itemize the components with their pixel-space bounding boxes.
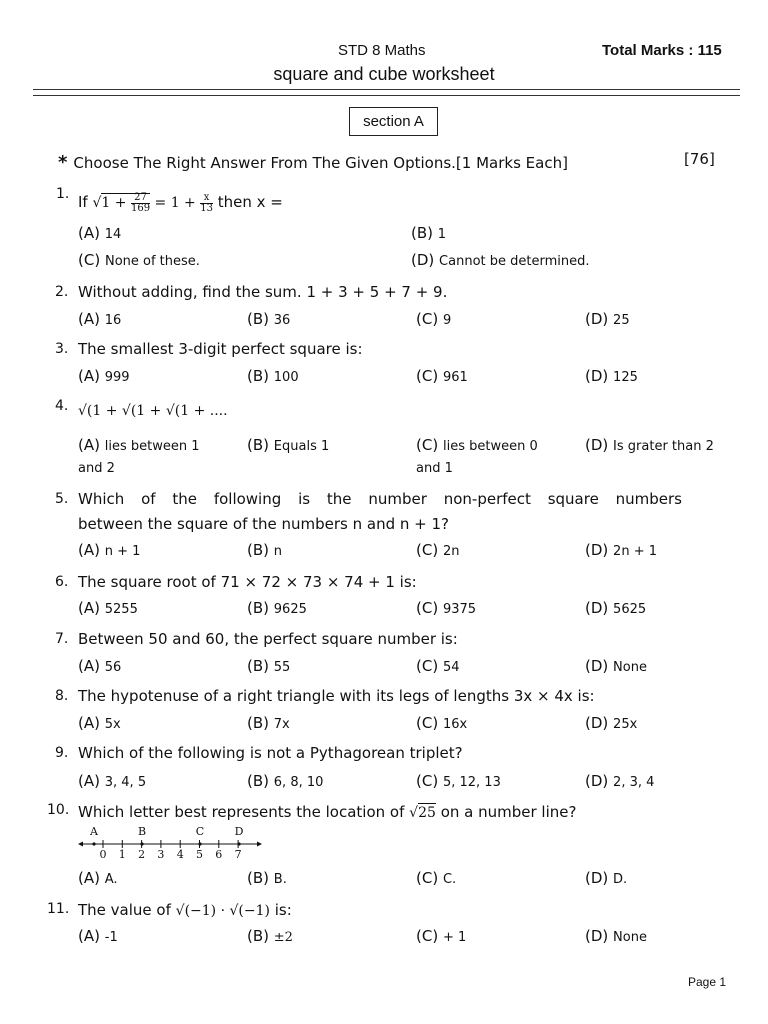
option-value: 2n <box>442 544 460 559</box>
option-label: (D) <box>585 714 609 732</box>
instruction-total: [76] <box>684 150 715 168</box>
option-value: 9 <box>442 313 452 328</box>
option-label: (A) <box>78 310 100 328</box>
option-value: Is grater than 2 <box>613 439 714 454</box>
instruction-text: Choose The Right Answer From The Given Options.[1 Marks Each] <box>73 154 568 172</box>
option-value: 16x <box>442 717 468 732</box>
option-label: (D) <box>585 541 609 559</box>
option-label: (A) <box>78 541 100 559</box>
q10-pre: Which letter best represents the location of <box>78 803 405 821</box>
option-value: 25 <box>613 313 630 328</box>
option-value: 14 <box>104 227 122 242</box>
option-label: (C) <box>416 657 439 675</box>
number-line-tick-label: 0 <box>99 848 107 860</box>
option-d <box>585 310 630 328</box>
option-value: None <box>613 930 647 945</box>
question-number: 2. <box>55 284 69 300</box>
number-line-tick-label: 6 <box>215 848 223 860</box>
subject-label: STD 8 Maths <box>338 42 426 59</box>
option-label: (D) <box>585 599 609 617</box>
option-a-continued: and 2 <box>78 461 115 476</box>
option-value: 25x <box>613 717 638 732</box>
option-label: (D) <box>585 657 609 675</box>
q1-frac-num: 27 <box>131 193 150 204</box>
option-b <box>247 927 293 945</box>
option-label: (C) <box>416 599 439 617</box>
option-value: ±2 <box>273 930 293 945</box>
option-label: (C) <box>416 927 439 945</box>
option-b <box>247 367 299 385</box>
option-b <box>247 772 323 790</box>
option-label: (A) <box>78 599 100 617</box>
option-c <box>416 657 460 675</box>
worksheet-title: square and cube worksheet <box>273 64 495 84</box>
q11-math: √(−1) · √(−1) <box>175 903 270 919</box>
option-label: (B) <box>411 224 433 242</box>
option-value: 54 <box>442 660 460 675</box>
option-a <box>78 927 118 945</box>
q10-sqrt: √25 <box>409 805 436 821</box>
option-d <box>585 599 646 617</box>
option-a <box>78 436 200 454</box>
option-label: (A) <box>78 436 100 454</box>
option-value: 9375 <box>442 602 477 617</box>
option-label: (A) <box>78 714 100 732</box>
option-label: (B) <box>247 772 269 790</box>
number-line-tick-label: 3 <box>157 848 165 860</box>
q11-post: is: <box>274 901 292 919</box>
option-label: (D) <box>585 869 609 887</box>
option-value: 125 <box>613 370 638 385</box>
left-arrow-icon <box>78 842 83 847</box>
number-line-letter: D <box>234 825 244 838</box>
option-value: 2, 3, 4 <box>613 775 655 790</box>
option-label: (A) <box>78 224 100 242</box>
option-value: 7x <box>273 717 290 732</box>
option-a <box>78 714 121 732</box>
question-number: 11. <box>47 901 70 917</box>
q1-fraction-x <box>200 193 213 214</box>
header-rule-top <box>33 89 740 90</box>
section-label <box>349 107 438 136</box>
option-d <box>585 541 657 559</box>
option-c <box>416 310 451 328</box>
q1-math: √1 + $\frac{27}{169}$ = 1 + $\frac{x}{13}$ <box>92 191 213 214</box>
option-d <box>585 367 638 385</box>
option-label: (B) <box>247 599 269 617</box>
option-value: D. <box>613 872 628 887</box>
question-text <box>78 898 292 924</box>
number-line-tick-label: 2 <box>138 848 146 860</box>
option-a <box>78 869 118 887</box>
option-value: None of these. <box>104 254 200 269</box>
option-value: 9625 <box>273 602 307 617</box>
option-a <box>78 367 130 385</box>
option-label: (A) <box>78 657 100 675</box>
option-value: 55 <box>273 660 291 675</box>
option-a <box>78 657 121 675</box>
option-b <box>247 310 290 328</box>
q1-xfrac-num: x <box>200 193 213 204</box>
option-value: B. <box>273 872 287 887</box>
option-label: (B) <box>247 367 269 385</box>
option-value: 5625 <box>613 602 647 617</box>
option-a <box>78 772 146 790</box>
q1-fraction <box>131 193 150 214</box>
q1-frac-den: 169 <box>130 202 151 214</box>
option-value: 1 <box>437 227 447 242</box>
option-label: (C) <box>416 310 439 328</box>
total-marks: Total Marks : 115 <box>602 42 722 59</box>
option-value: 36 <box>273 313 291 328</box>
option-label: (B) <box>247 541 269 559</box>
option-b <box>247 657 290 675</box>
question-text: Without adding, find the sum. 1 + 3 + 5 + 7 + 9. <box>78 283 448 301</box>
option-value: 56 <box>104 660 122 675</box>
option-value: 6, 8, 10 <box>273 775 324 790</box>
option-a <box>78 599 138 617</box>
option-c <box>416 927 466 945</box>
question-text: Which of the following is not a Pythagorean triplet? <box>78 744 463 762</box>
option-value: 3, 4, 5 <box>104 775 147 790</box>
option-value: 5, 12, 13 <box>442 775 501 790</box>
q10-post: on a number line? <box>440 803 577 821</box>
option-label: (A) <box>78 772 100 790</box>
option-value: 100 <box>273 370 299 385</box>
option-value: n + 1 <box>104 544 141 559</box>
number-line-tick-label: 5 <box>196 848 203 860</box>
point-a <box>92 842 95 845</box>
option-b <box>247 541 282 559</box>
number-line-letter: C <box>195 825 205 838</box>
question-text <box>78 190 283 216</box>
instruction-star: * <box>58 152 68 173</box>
option-value: lies between 0 <box>442 439 538 454</box>
option-c <box>416 541 459 559</box>
question-number: 9. <box>55 745 69 761</box>
question-text: The hypotenuse of a right triangle with its legs of lengths 3x × 4x is: <box>78 687 595 705</box>
section-text: section A <box>363 113 424 130</box>
option-a <box>78 310 121 328</box>
question-number: 1. <box>56 186 70 202</box>
header-rule-bottom <box>33 95 740 96</box>
option-b <box>411 224 446 242</box>
option-c <box>416 714 467 732</box>
question-text-line2: between the square of the numbers n and n + 1? <box>78 515 450 533</box>
option-label: (B) <box>247 657 269 675</box>
option-label: (B) <box>247 310 269 328</box>
number-line <box>76 822 266 860</box>
page-number: Page 1 <box>688 975 727 989</box>
option-value: A. <box>104 872 118 887</box>
option-d <box>585 869 627 887</box>
question-number: 7. <box>55 631 69 647</box>
q1-math-a: 1 + <box>101 195 127 211</box>
question-text: The smallest 3-digit perfect square is: <box>78 340 363 358</box>
option-d <box>411 251 590 269</box>
option-label: (A) <box>78 869 100 887</box>
question-number: 10. <box>47 802 70 818</box>
question-number: 8. <box>55 688 69 704</box>
q1-post: then x = <box>217 193 283 211</box>
option-value: Equals 1 <box>273 439 330 454</box>
option-label: (D) <box>585 436 609 454</box>
option-label: (C) <box>416 367 439 385</box>
option-label: (C) <box>416 541 439 559</box>
number-line-tick-label: 7 <box>234 848 242 860</box>
option-value: + 1 <box>442 930 467 945</box>
option-label: (C) <box>416 772 439 790</box>
option-value: 16 <box>104 313 122 328</box>
option-value: 5x <box>104 717 121 732</box>
number-line-letter: B <box>137 825 147 838</box>
option-label: (C) <box>416 869 439 887</box>
option-label: (D) <box>585 772 609 790</box>
number-line-tick-label: 4 <box>176 848 184 860</box>
option-a <box>78 541 140 559</box>
option-label: (B) <box>247 869 269 887</box>
option-c <box>416 772 501 790</box>
option-value: 961 <box>442 370 468 385</box>
option-value: 2n + 1 <box>613 544 657 559</box>
instruction <box>58 152 568 173</box>
option-value: 999 <box>104 370 130 385</box>
option-label: (D) <box>411 251 435 269</box>
question-number: 5. <box>55 491 69 507</box>
option-label: (C) <box>416 436 439 454</box>
option-label: (C) <box>78 251 101 269</box>
option-c <box>416 367 468 385</box>
option-value: C. <box>442 872 457 887</box>
question-text: The square root of 71 × 72 × 73 × 74 + 1 is: <box>78 573 417 591</box>
option-label: (B) <box>247 436 269 454</box>
option-c <box>416 599 476 617</box>
option-value: -1 <box>104 930 118 945</box>
number-line-tick-label: 1 <box>118 848 126 860</box>
option-value: n <box>273 544 283 559</box>
number-line-letter: A <box>90 825 98 838</box>
question-number: 3. <box>55 341 69 357</box>
right-arrow-icon <box>257 842 262 847</box>
option-d <box>585 436 714 454</box>
q10-radicand: 25 <box>418 805 436 821</box>
option-label: (A) <box>78 927 100 945</box>
option-value: 5255 <box>104 602 138 617</box>
question-text: Which of the following is the number non-perfect square numbers <box>78 490 682 508</box>
option-value: None <box>613 660 647 675</box>
option-label: (A) <box>78 367 100 385</box>
option-d <box>585 927 647 945</box>
option-d <box>585 772 654 790</box>
question-number: 4. <box>55 398 69 414</box>
question-number: 6. <box>55 574 69 590</box>
option-c <box>78 251 200 269</box>
option-c <box>416 869 456 887</box>
option-a <box>78 224 121 242</box>
q1-math-b: = 1 + <box>154 195 196 211</box>
q1-xfrac-den: 13 <box>200 202 213 214</box>
option-b <box>247 436 329 454</box>
q11-pre: The value of <box>78 901 171 919</box>
option-value: lies between 1 <box>104 439 200 454</box>
q4-nested-radical: √(1 + √(1 + √(1 + .... <box>78 403 228 419</box>
q1-radicand <box>101 191 151 214</box>
option-c <box>416 436 538 454</box>
option-d <box>585 714 637 732</box>
option-d <box>585 657 647 675</box>
option-label: (B) <box>247 714 269 732</box>
option-label: (B) <box>247 927 269 945</box>
q1-pre: If <box>78 193 88 211</box>
option-c-continued: and 1 <box>416 461 453 476</box>
option-b <box>247 599 307 617</box>
option-label: (D) <box>585 367 609 385</box>
option-value: Cannot be determined. <box>439 254 590 269</box>
option-b <box>247 714 290 732</box>
option-label: (D) <box>585 927 609 945</box>
option-b <box>247 869 287 887</box>
option-label: (C) <box>416 714 439 732</box>
option-label: (D) <box>585 310 609 328</box>
question-text: Between 50 and 60, the perfect square number is: <box>78 630 458 648</box>
